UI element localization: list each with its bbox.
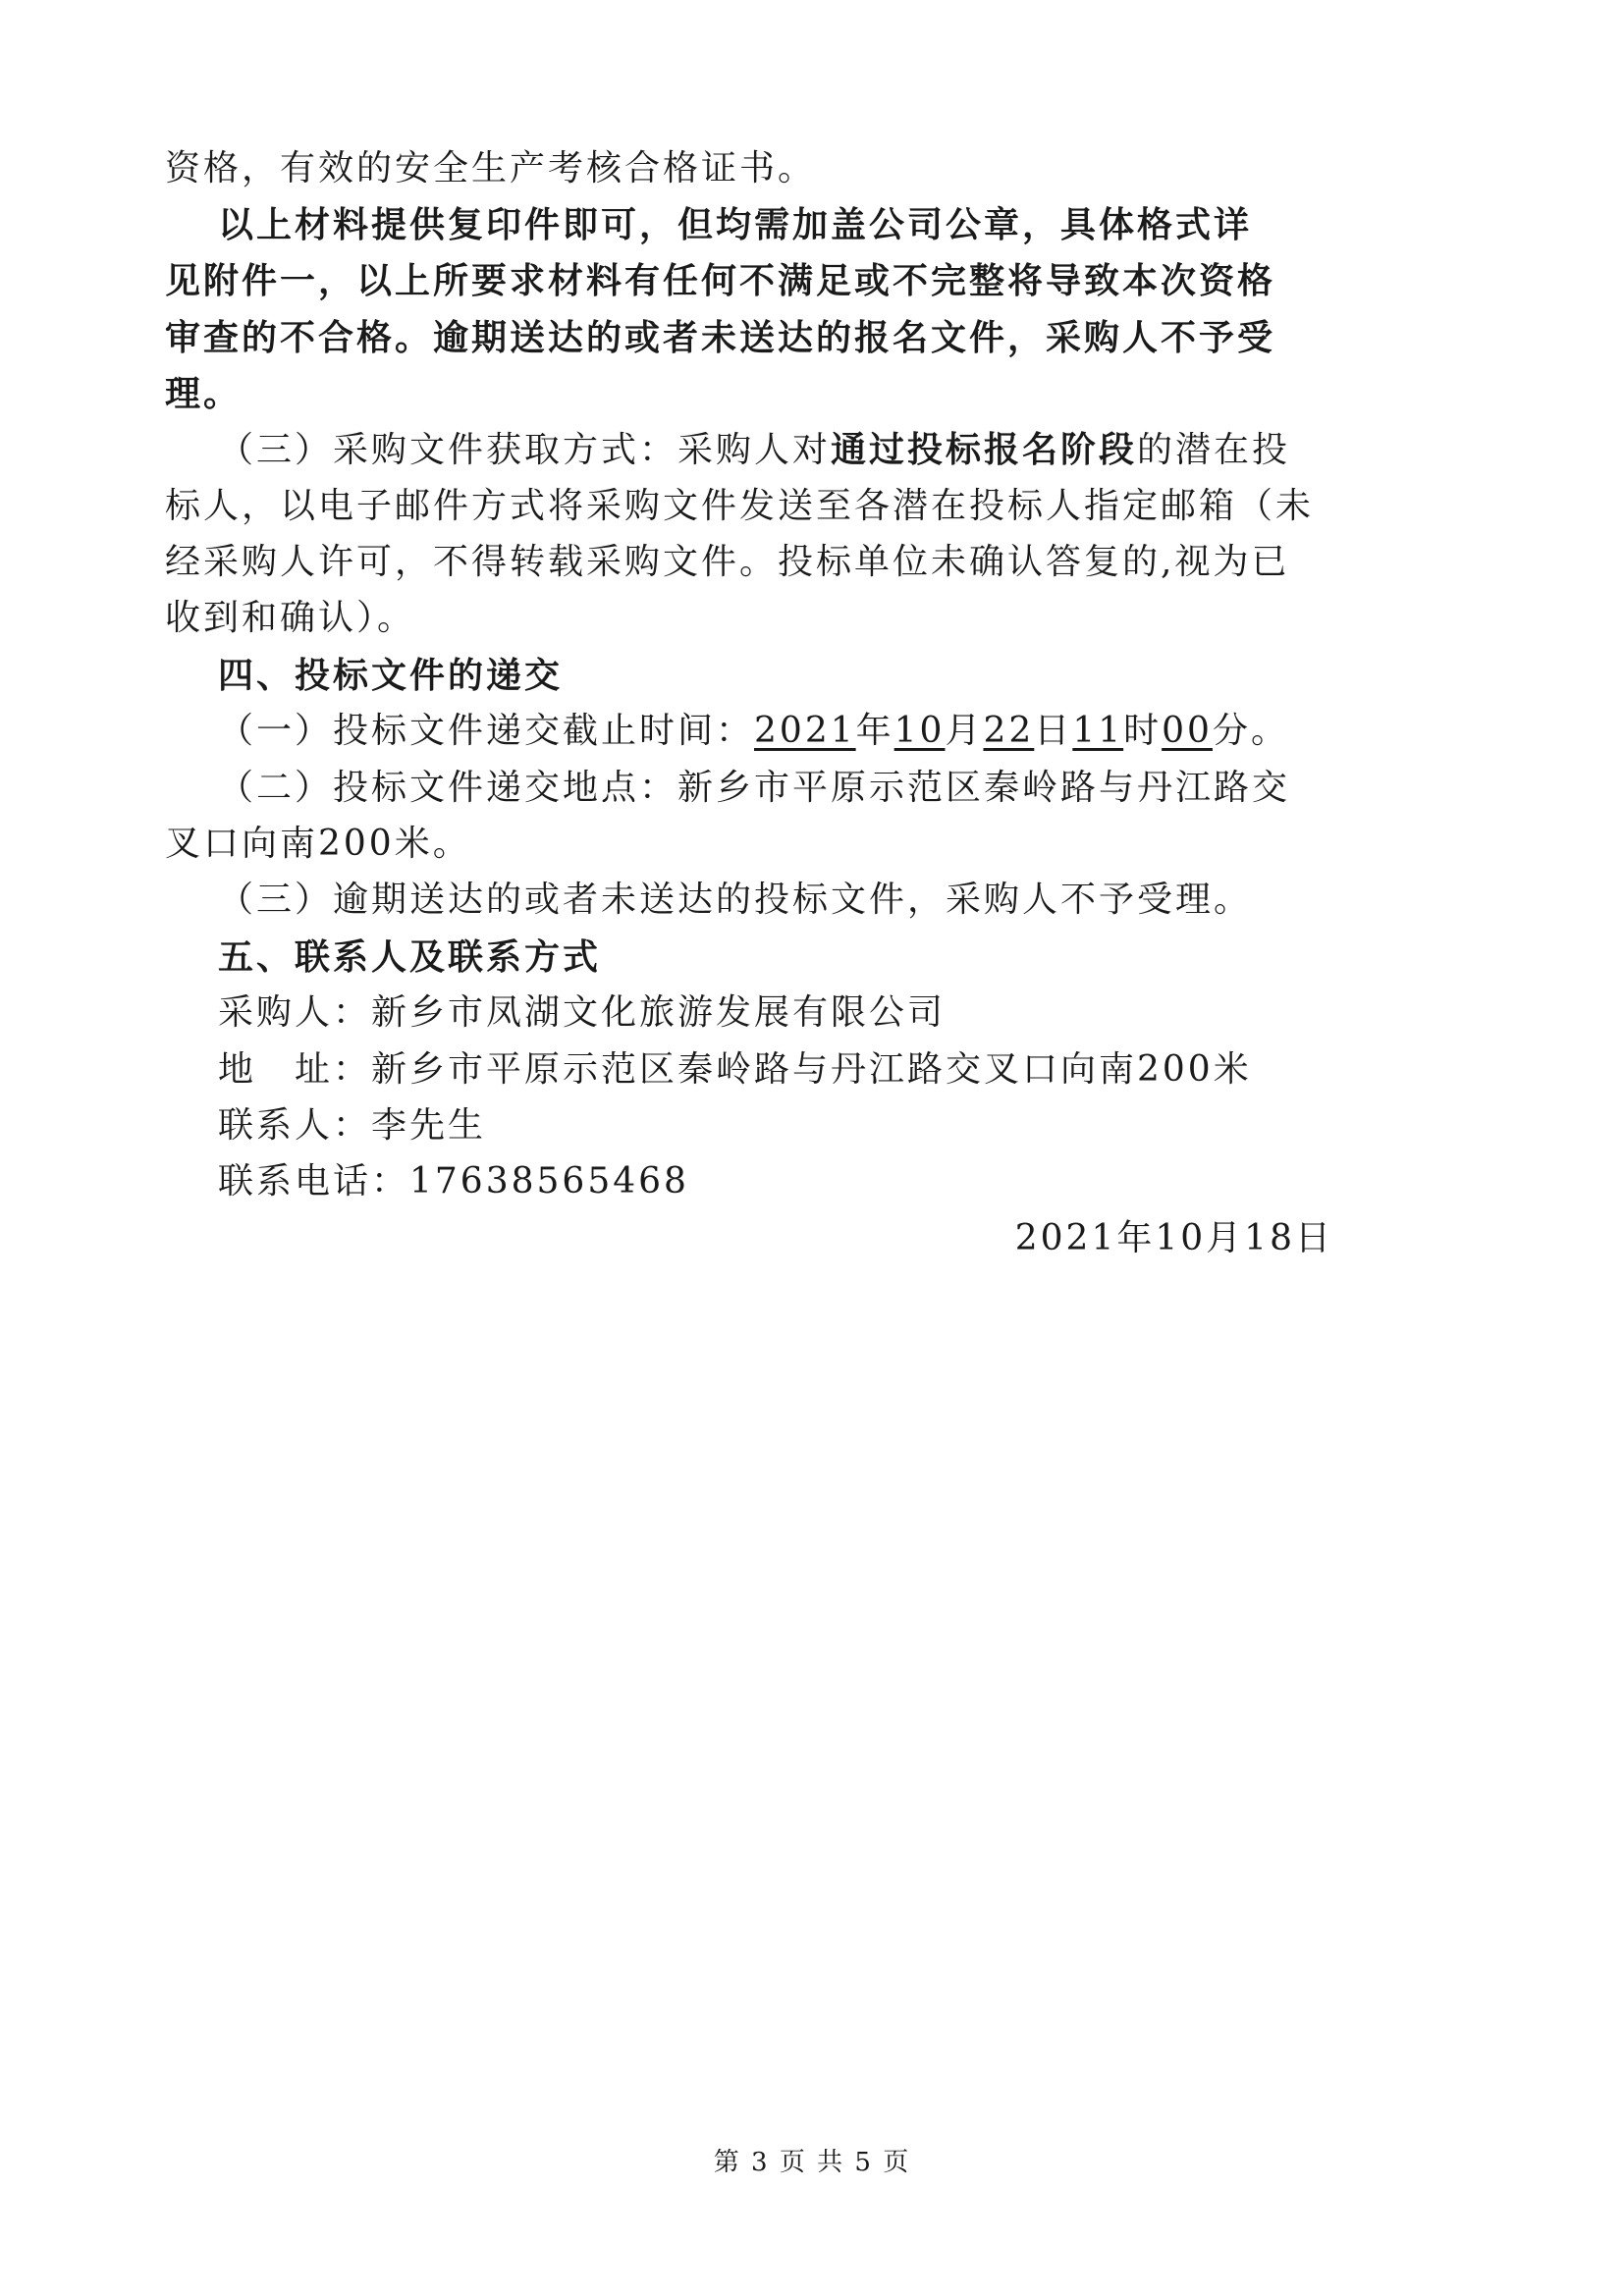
paragraph-line: 标人，以电子邮件方式将采购文件发送至各潜在投标人指定邮箱（未 <box>165 486 1315 526</box>
paragraph-line: （二）投标文件递交地点：新乡市平原示范区秦岭路与丹江路交 <box>218 768 1291 808</box>
deadline-minute: 00 <box>1162 711 1213 751</box>
paragraph-line: 理。 <box>165 373 243 414</box>
paragraph-line <box>218 426 1290 474</box>
paragraph-line: 见附件一，以上所要求材料有任何不满足或不完整将导致本次资格 <box>165 260 1276 301</box>
page-footer: 第 3 页 共 5 页 <box>713 2148 911 2177</box>
paragraph-line: 审查的不合格。逾期送达的或者未送达的报名文件，采购人不予受 <box>165 317 1276 358</box>
paragraph-line: 经采购人许可，不得转载采购文件。投标单位未确认答复的,视为已 <box>165 542 1290 582</box>
unit-day: 日 <box>1034 711 1073 751</box>
deadline-hour: 11 <box>1072 711 1124 751</box>
section-heading: 五、联系人及联系方式 <box>218 936 602 978</box>
phone-line: 联系电话：17638565468 <box>218 1161 689 1201</box>
deadline-label: （一）投标文件递交截止时间： <box>218 711 755 751</box>
unit-hour: 时 <box>1123 711 1163 751</box>
deadline-day: 22 <box>983 711 1035 751</box>
deadline-year: 2021 <box>754 711 856 751</box>
paragraph-line: 资格，有效的安全生产考核合格证书。 <box>165 148 817 188</box>
emphasis-text: 通过投标报名阶段 <box>831 429 1138 470</box>
paragraph-text: 的潜在投 <box>1137 430 1291 470</box>
paragraph-line: 收到和确认）。 <box>165 598 416 638</box>
address-line: 地 址：新乡市平原示范区秦岭路与丹江路交叉口向南200米 <box>218 1049 1252 1090</box>
paragraph-line: 以上材料提供复印件即可，但均需加盖公司公章，具体格式详 <box>218 204 1253 245</box>
document-date: 2021年10月18日 <box>1014 1218 1333 1258</box>
purchaser-line: 采购人：新乡市凤湖文化旅游发展有限公司 <box>218 992 947 1033</box>
paragraph-line: 叉口向南200米。 <box>165 824 471 864</box>
contact-line: 联系人：李先生 <box>218 1105 487 1146</box>
unit-year: 年 <box>855 711 894 751</box>
deadline-month: 10 <box>893 711 946 751</box>
deadline-line <box>218 708 1289 755</box>
unit-minute: 分。 <box>1212 711 1289 751</box>
paragraph-line: （三）逾期送达的或者未送达的投标文件，采购人不予受理。 <box>218 880 1253 920</box>
paragraph-text: （三）采购文件获取方式：采购人对 <box>218 430 832 470</box>
section-heading: 四、投标文件的递交 <box>218 655 564 696</box>
unit-month: 月 <box>945 711 984 751</box>
